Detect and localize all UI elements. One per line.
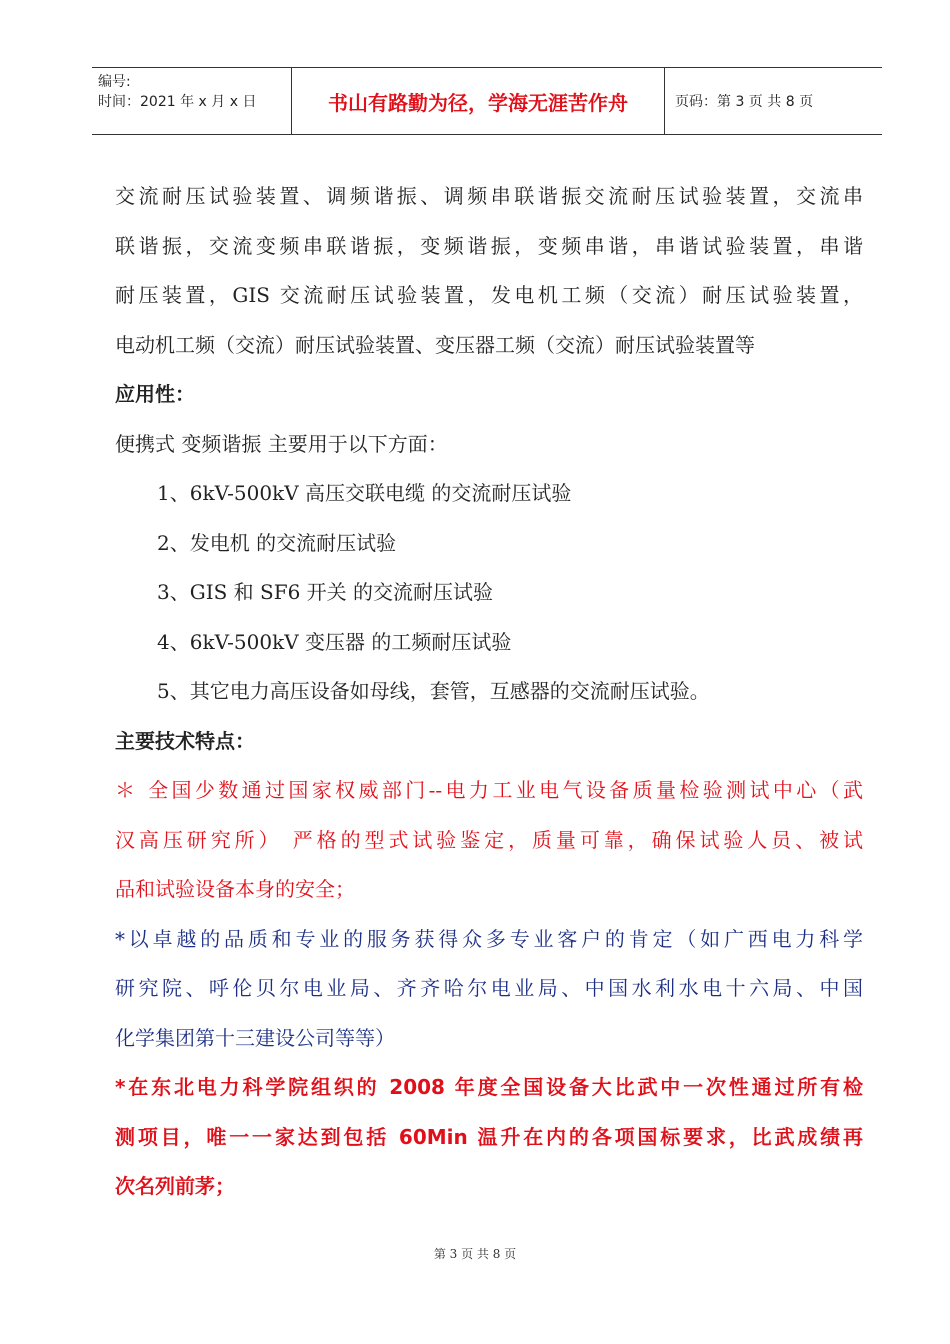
page-header bbox=[92, 67, 882, 135]
document-body bbox=[115, 172, 863, 1212]
applicability-heading: 应用性： bbox=[115, 382, 195, 406]
header-motto: 书山有路勤为径，学海无涯苦作舟 bbox=[292, 68, 665, 134]
feature-bold-line: *在东北电力科学院组织的 2008 年度全国设备大比武中一次性通过所有检 bbox=[115, 1075, 863, 1099]
intro-line: 耐压装置，GIS 交流耐压试验装置，发电机工频（交流）耐压试验装置， bbox=[115, 283, 863, 307]
feature-red-line: 品和试验设备本身的安全； bbox=[115, 877, 355, 901]
list-item: 4、6kV-500kV 变压器 的工频耐压试验 bbox=[157, 629, 512, 654]
features-heading: 主要技术特点： bbox=[115, 728, 255, 753]
feature-blue-line: 研究院、呼伦贝尔电业局、齐齐哈尔电业局、中国水利水电十六局、中国 bbox=[115, 976, 863, 1000]
feature-red-line: ＊ 全国少数通过国家权威部门--电力工业电气设备质量检验测试中心（武 bbox=[115, 778, 863, 802]
intro-line: 联谐振，交流变频串联谐振，变频谐振，变频串谐，串谐试验装置，串谐 bbox=[115, 233, 863, 258]
intro-line: 交流耐压试验装置、调频谐振、调频串联谐振交流耐压试验装置，交流串 bbox=[115, 184, 863, 208]
number-label: 编号: bbox=[98, 74, 131, 90]
header-page-info: 页码：第 3 页 共 8 页 bbox=[675, 94, 814, 110]
feature-red-line: 汉高压研究所） 严格的型式试验鉴定，质量可靠，确保试验人员、被试 bbox=[115, 827, 863, 852]
applicability-lead: 便携式 变频谐振 主要用于以下方面： bbox=[115, 431, 448, 456]
list-item: 1、6kV-500kV 高压交联电缆 的交流耐压试验 bbox=[157, 481, 572, 505]
list-item: 2、发电机 的交流耐压试验 bbox=[157, 530, 397, 555]
page-footer: 第 3 页 共 8 页 bbox=[433, 1247, 517, 1261]
intro-line: 电动机工频（交流）耐压试验装置、变压器工频（交流）耐压试验装置等 bbox=[115, 332, 755, 357]
time-label: 时间：2021 年 x 月 x 日 bbox=[98, 94, 257, 110]
feature-blue-line: 化学集团第十三建设公司等等） bbox=[115, 1025, 395, 1050]
feature-bold-line: 次名列前茅； bbox=[115, 1174, 235, 1198]
list-item: 5、其它电力高压设备如母线，套管，互感器的交流耐压试验。 bbox=[157, 679, 710, 703]
feature-blue-line: *以卓越的品质和专业的服务获得众多专业客户的肯定（如广西电力科学 bbox=[115, 926, 863, 951]
header-meta bbox=[92, 68, 292, 134]
feature-bold-line: 测项目，唯一一家达到包括 60Min 温升在内的各项国标要求，比武成绩再 bbox=[115, 1124, 863, 1149]
list-item: 3、GIS 和 SF6 开关 的交流耐压试验 bbox=[157, 580, 494, 604]
